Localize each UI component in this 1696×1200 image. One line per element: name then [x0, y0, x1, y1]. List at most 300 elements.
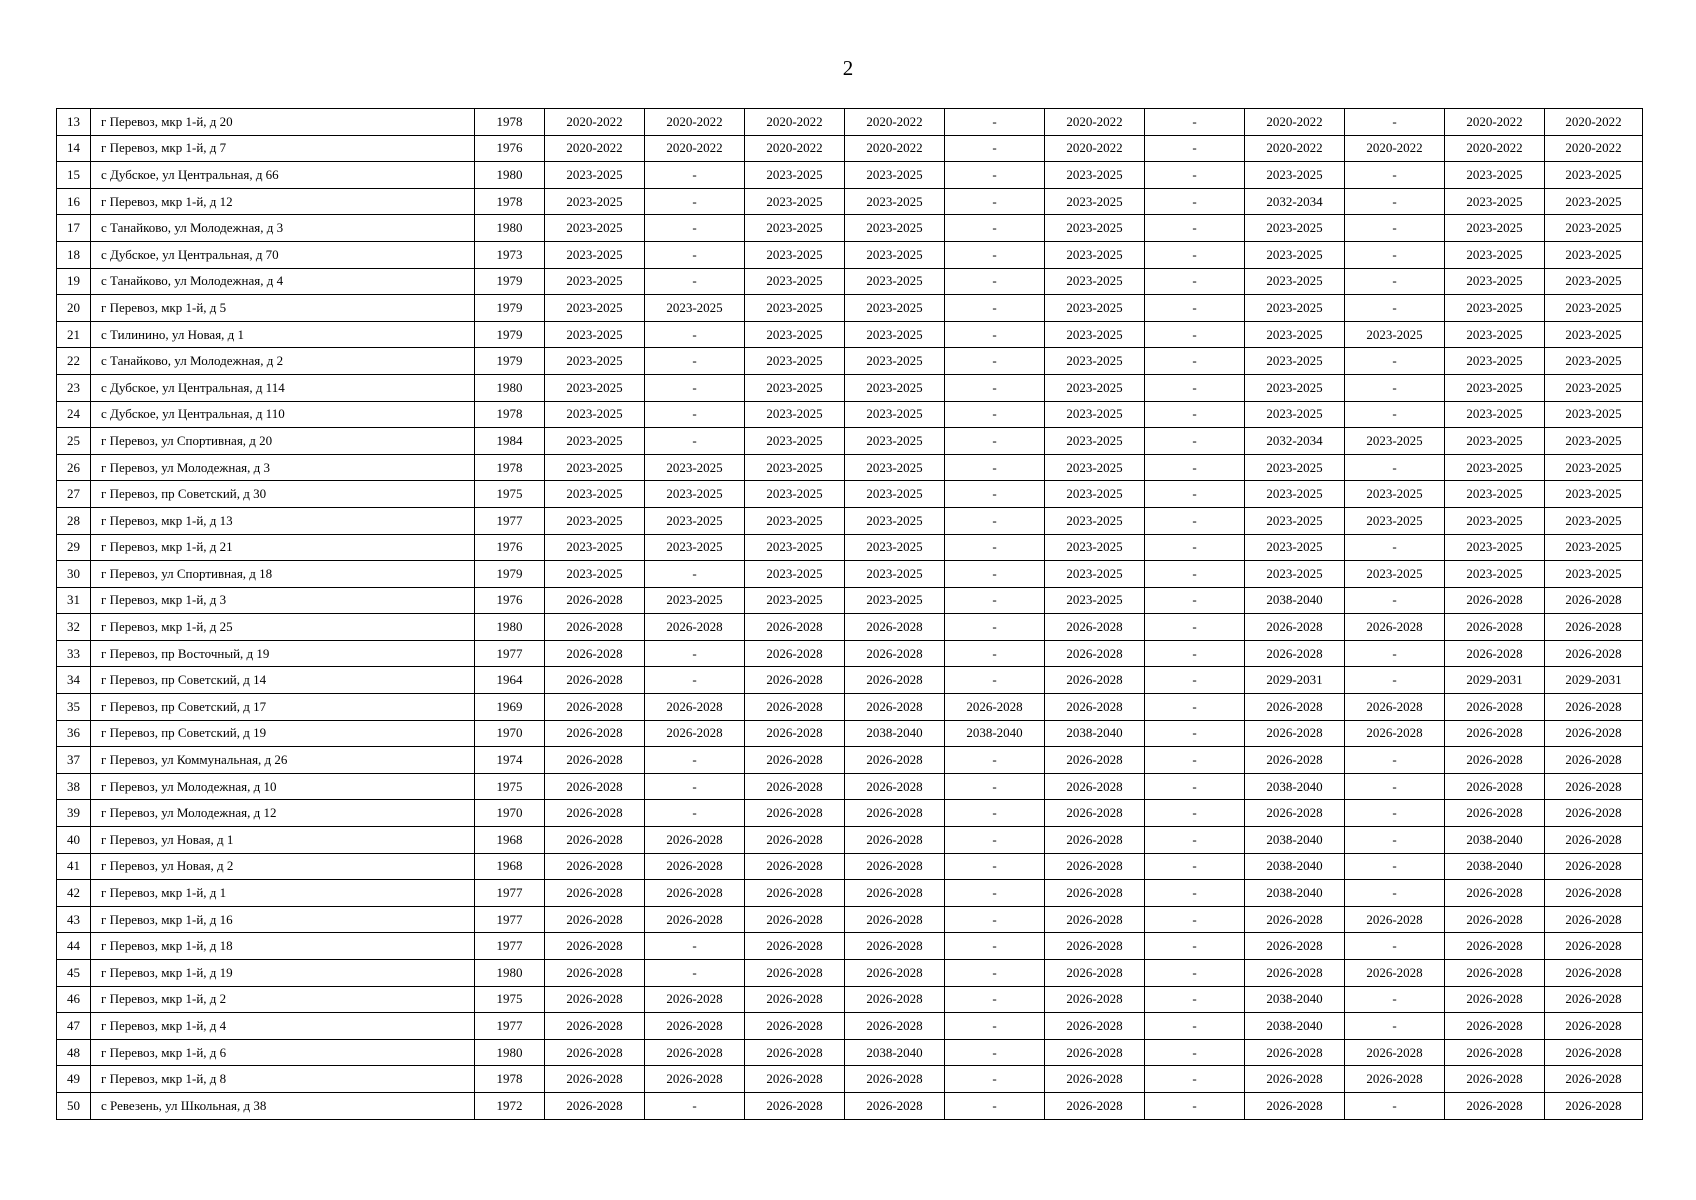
period-cell-1: 2023-2025: [545, 162, 645, 189]
period-cell-11: 2026-2028: [1545, 587, 1643, 614]
period-cell-11: 2026-2028: [1545, 986, 1643, 1013]
period-cell-6: 2023-2025: [1045, 268, 1145, 295]
table-body: [57, 109, 1643, 1120]
period-cell-9: 2020-2022: [1345, 135, 1445, 162]
period-cell-5: -: [945, 747, 1045, 774]
period-cell-4: 2026-2028: [845, 986, 945, 1013]
year-built-cell: 1977: [475, 933, 545, 960]
period-cell-10: 2038-2040: [1445, 827, 1545, 854]
period-cell-2: -: [645, 800, 745, 827]
period-cell-2: -: [645, 1092, 745, 1119]
table-row: [57, 773, 1643, 800]
period-cell-1: 2023-2025: [545, 295, 645, 322]
year-built-cell: 1975: [475, 773, 545, 800]
table-row: [57, 1013, 1643, 1040]
period-cell-7: -: [1145, 933, 1245, 960]
row-number-cell: 44: [57, 933, 91, 960]
row-number-cell: 15: [57, 162, 91, 189]
period-cell-8: 2023-2025: [1245, 374, 1345, 401]
period-cell-11: 2023-2025: [1545, 454, 1643, 481]
table-row: [57, 241, 1643, 268]
period-cell-4: 2026-2028: [845, 1066, 945, 1093]
period-cell-5: -: [945, 109, 1045, 136]
year-built-cell: 1978: [475, 109, 545, 136]
table-row: [57, 321, 1643, 348]
address-cell: г Перевоз, мкр 1-й, д 7: [91, 135, 475, 162]
year-built-cell: 1979: [475, 321, 545, 348]
period-cell-10: 2023-2025: [1445, 481, 1545, 508]
table-row: [57, 348, 1643, 375]
table-row: [57, 587, 1643, 614]
address-cell: г Перевоз, пр Советский, д 14: [91, 667, 475, 694]
period-cell-9: -: [1345, 295, 1445, 322]
period-cell-11: 2023-2025: [1545, 507, 1643, 534]
year-built-cell: 1977: [475, 906, 545, 933]
year-built-cell: 1970: [475, 720, 545, 747]
year-built-cell: 1980: [475, 960, 545, 987]
address-cell: с Дубское, ул Центральная, д 66: [91, 162, 475, 189]
period-cell-11: 2023-2025: [1545, 428, 1643, 455]
period-cell-4: 2023-2025: [845, 295, 945, 322]
period-cell-8: 2026-2028: [1245, 747, 1345, 774]
period-cell-8: 2038-2040: [1245, 1013, 1345, 1040]
period-cell-11: 2026-2028: [1545, 694, 1643, 721]
period-cell-9: -: [1345, 454, 1445, 481]
period-cell-9: 2023-2025: [1345, 507, 1445, 534]
period-cell-5: -: [945, 348, 1045, 375]
period-cell-10: 2026-2028: [1445, 640, 1545, 667]
period-cell-8: 2026-2028: [1245, 960, 1345, 987]
period-cell-11: 2023-2025: [1545, 401, 1643, 428]
address-cell: с Танайково, ул Молодежная, д 2: [91, 348, 475, 375]
period-cell-9: -: [1345, 933, 1445, 960]
period-cell-2: 2026-2028: [645, 694, 745, 721]
period-cell-1: 2026-2028: [545, 640, 645, 667]
address-cell: с Дубское, ул Центральная, д 70: [91, 241, 475, 268]
period-cell-2: 2020-2022: [645, 135, 745, 162]
period-cell-5: -: [945, 188, 1045, 215]
table-row: [57, 374, 1643, 401]
period-cell-8: 2026-2028: [1245, 1092, 1345, 1119]
period-cell-9: -: [1345, 1092, 1445, 1119]
period-cell-1: 2023-2025: [545, 534, 645, 561]
period-cell-10: 2026-2028: [1445, 747, 1545, 774]
address-cell: г Перевоз, мкр 1-й, д 6: [91, 1039, 475, 1066]
period-cell-6: 2026-2028: [1045, 986, 1145, 1013]
row-number-cell: 14: [57, 135, 91, 162]
address-cell: г Перевоз, ул Спортивная, д 18: [91, 561, 475, 588]
period-cell-2: 2020-2022: [645, 109, 745, 136]
period-cell-6: 2026-2028: [1045, 640, 1145, 667]
period-cell-11: 2023-2025: [1545, 534, 1643, 561]
year-built-cell: 1980: [475, 374, 545, 401]
row-number-cell: 16: [57, 188, 91, 215]
period-cell-8: 2026-2028: [1245, 906, 1345, 933]
period-cell-8: 2023-2025: [1245, 215, 1345, 242]
period-cell-8: 2026-2028: [1245, 640, 1345, 667]
address-cell: г Перевоз, пр Восточный, д 19: [91, 640, 475, 667]
period-cell-3: 2023-2025: [745, 348, 845, 375]
period-cell-4: 2023-2025: [845, 188, 945, 215]
period-cell-6: 2023-2025: [1045, 401, 1145, 428]
period-cell-1: 2026-2028: [545, 1066, 645, 1093]
period-cell-1: 2026-2028: [545, 880, 645, 907]
row-number-cell: 18: [57, 241, 91, 268]
period-cell-9: -: [1345, 534, 1445, 561]
period-cell-6: 2026-2028: [1045, 694, 1145, 721]
address-cell: с Дубское, ул Центральная, д 110: [91, 401, 475, 428]
period-cell-11: 2026-2028: [1545, 614, 1643, 641]
period-cell-9: 2023-2025: [1345, 481, 1445, 508]
period-cell-9: 2026-2028: [1345, 614, 1445, 641]
row-number-cell: 13: [57, 109, 91, 136]
period-cell-11: 2023-2025: [1545, 241, 1643, 268]
period-cell-8: 2026-2028: [1245, 800, 1345, 827]
period-cell-11: 2023-2025: [1545, 162, 1643, 189]
period-cell-4: 2026-2028: [845, 960, 945, 987]
period-cell-9: 2023-2025: [1345, 321, 1445, 348]
period-cell-3: 2026-2028: [745, 614, 845, 641]
period-cell-3: 2026-2028: [745, 640, 845, 667]
address-cell: с Танайково, ул Молодежная, д 4: [91, 268, 475, 295]
period-cell-11: 2023-2025: [1545, 321, 1643, 348]
year-built-cell: 1977: [475, 880, 545, 907]
year-built-cell: 1977: [475, 640, 545, 667]
period-cell-3: 2026-2028: [745, 1066, 845, 1093]
period-cell-7: -: [1145, 481, 1245, 508]
address-cell: г Перевоз, ул Новая, д 1: [91, 827, 475, 854]
year-built-cell: 1978: [475, 401, 545, 428]
period-cell-4: 2023-2025: [845, 534, 945, 561]
year-built-cell: 1975: [475, 986, 545, 1013]
period-cell-9: -: [1345, 1013, 1445, 1040]
period-cell-1: 2023-2025: [545, 268, 645, 295]
period-cell-11: 2026-2028: [1545, 640, 1643, 667]
period-cell-10: 2026-2028: [1445, 1066, 1545, 1093]
period-cell-9: 2026-2028: [1345, 1066, 1445, 1093]
period-cell-9: -: [1345, 268, 1445, 295]
period-cell-7: -: [1145, 268, 1245, 295]
period-cell-8: 2023-2025: [1245, 454, 1345, 481]
period-cell-7: -: [1145, 162, 1245, 189]
row-number-cell: 17: [57, 215, 91, 242]
period-cell-6: 2023-2025: [1045, 162, 1145, 189]
year-built-cell: 1980: [475, 614, 545, 641]
period-cell-11: 2020-2022: [1545, 135, 1643, 162]
period-cell-9: 2023-2025: [1345, 561, 1445, 588]
period-cell-3: 2026-2028: [745, 800, 845, 827]
period-cell-1: 2026-2028: [545, 986, 645, 1013]
address-cell: г Перевоз, мкр 1-й, д 13: [91, 507, 475, 534]
period-cell-2: -: [645, 933, 745, 960]
table-row: [57, 640, 1643, 667]
period-cell-1: 2023-2025: [545, 374, 645, 401]
period-cell-8: 2029-2031: [1245, 667, 1345, 694]
period-cell-7: -: [1145, 773, 1245, 800]
period-cell-6: 2026-2028: [1045, 667, 1145, 694]
row-number-cell: 50: [57, 1092, 91, 1119]
period-cell-11: 2023-2025: [1545, 268, 1643, 295]
period-cell-11: 2026-2028: [1545, 933, 1643, 960]
period-cell-10: 2026-2028: [1445, 587, 1545, 614]
period-cell-2: -: [645, 428, 745, 455]
address-cell: г Перевоз, мкр 1-й, д 3: [91, 587, 475, 614]
period-cell-9: 2026-2028: [1345, 1039, 1445, 1066]
row-number-cell: 22: [57, 348, 91, 375]
period-cell-1: 2026-2028: [545, 906, 645, 933]
table-row: [57, 1066, 1643, 1093]
period-cell-2: 2026-2028: [645, 1039, 745, 1066]
period-cell-3: 2020-2022: [745, 109, 845, 136]
period-cell-5: -: [945, 428, 1045, 455]
period-cell-1: 2026-2028: [545, 1092, 645, 1119]
period-cell-2: -: [645, 561, 745, 588]
period-cell-11: 2026-2028: [1545, 773, 1643, 800]
row-number-cell: 48: [57, 1039, 91, 1066]
period-cell-4: 2026-2028: [845, 773, 945, 800]
period-cell-6: 2023-2025: [1045, 454, 1145, 481]
period-cell-4: 2023-2025: [845, 321, 945, 348]
period-cell-9: -: [1345, 640, 1445, 667]
period-cell-10: 2026-2028: [1445, 773, 1545, 800]
period-cell-8: 2026-2028: [1245, 614, 1345, 641]
period-cell-3: 2026-2028: [745, 747, 845, 774]
period-cell-8: 2038-2040: [1245, 827, 1345, 854]
period-cell-9: 2026-2028: [1345, 906, 1445, 933]
period-cell-5: -: [945, 614, 1045, 641]
row-number-cell: 39: [57, 800, 91, 827]
period-cell-6: 2026-2028: [1045, 960, 1145, 987]
period-cell-11: 2023-2025: [1545, 561, 1643, 588]
period-cell-10: 2023-2025: [1445, 507, 1545, 534]
period-cell-10: 2023-2025: [1445, 374, 1545, 401]
period-cell-1: 2023-2025: [545, 401, 645, 428]
period-cell-9: -: [1345, 986, 1445, 1013]
period-cell-11: 2026-2028: [1545, 1066, 1643, 1093]
period-cell-4: 2023-2025: [845, 374, 945, 401]
period-cell-4: 2038-2040: [845, 720, 945, 747]
period-cell-1: 2026-2028: [545, 800, 645, 827]
period-cell-10: 2026-2028: [1445, 694, 1545, 721]
table-row: [57, 960, 1643, 987]
period-cell-6: 2026-2028: [1045, 747, 1145, 774]
period-cell-11: 2026-2028: [1545, 720, 1643, 747]
period-cell-10: 2026-2028: [1445, 720, 1545, 747]
year-built-cell: 1979: [475, 561, 545, 588]
period-cell-9: -: [1345, 188, 1445, 215]
period-cell-4: 2020-2022: [845, 135, 945, 162]
period-cell-5: -: [945, 561, 1045, 588]
period-cell-1: 2026-2028: [545, 720, 645, 747]
period-cell-3: 2026-2028: [745, 1013, 845, 1040]
period-cell-7: -: [1145, 1092, 1245, 1119]
period-cell-2: -: [645, 348, 745, 375]
period-cell-8: 2023-2025: [1245, 348, 1345, 375]
period-cell-9: 2026-2028: [1345, 694, 1445, 721]
table-row: [57, 481, 1643, 508]
table-row: [57, 667, 1643, 694]
address-cell: г Перевоз, пр Советский, д 19: [91, 720, 475, 747]
period-cell-1: 2026-2028: [545, 853, 645, 880]
period-cell-8: 2023-2025: [1245, 321, 1345, 348]
period-cell-1: 2026-2028: [545, 667, 645, 694]
period-cell-2: -: [645, 241, 745, 268]
period-cell-5: -: [945, 162, 1045, 189]
year-built-cell: 1977: [475, 1013, 545, 1040]
table-row: [57, 215, 1643, 242]
period-cell-7: -: [1145, 827, 1245, 854]
period-cell-6: 2026-2028: [1045, 614, 1145, 641]
year-built-cell: 1979: [475, 295, 545, 322]
period-cell-10: 2023-2025: [1445, 215, 1545, 242]
period-cell-10: 2023-2025: [1445, 348, 1545, 375]
year-built-cell: 1980: [475, 215, 545, 242]
row-number-cell: 33: [57, 640, 91, 667]
period-cell-5: -: [945, 587, 1045, 614]
period-cell-10: 2023-2025: [1445, 561, 1545, 588]
period-cell-3: 2023-2025: [745, 188, 845, 215]
table-row: [57, 880, 1643, 907]
period-cell-6: 2023-2025: [1045, 587, 1145, 614]
period-cell-3: 2026-2028: [745, 933, 845, 960]
period-cell-5: -: [945, 853, 1045, 880]
address-cell: г Перевоз, ул Коммунальная, д 26: [91, 747, 475, 774]
period-cell-2: -: [645, 374, 745, 401]
period-cell-11: 2020-2022: [1545, 109, 1643, 136]
address-cell: с Танайково, ул Молодежная, д 3: [91, 215, 475, 242]
period-cell-1: 2026-2028: [545, 1039, 645, 1066]
period-cell-5: -: [945, 1066, 1045, 1093]
period-cell-8: 2023-2025: [1245, 481, 1345, 508]
period-cell-9: -: [1345, 747, 1445, 774]
period-cell-11: 2029-2031: [1545, 667, 1643, 694]
period-cell-3: 2023-2025: [745, 561, 845, 588]
period-cell-3: 2020-2022: [745, 135, 845, 162]
period-cell-2: -: [645, 321, 745, 348]
period-cell-6: 2026-2028: [1045, 773, 1145, 800]
period-cell-11: 2023-2025: [1545, 215, 1643, 242]
period-cell-10: 2026-2028: [1445, 800, 1545, 827]
period-cell-6: 2023-2025: [1045, 481, 1145, 508]
period-cell-5: -: [945, 773, 1045, 800]
period-cell-5: -: [945, 640, 1045, 667]
period-cell-2: 2026-2028: [645, 880, 745, 907]
period-cell-9: -: [1345, 215, 1445, 242]
period-cell-1: 2026-2028: [545, 747, 645, 774]
table-row: [57, 295, 1643, 322]
period-cell-3: 2026-2028: [745, 667, 845, 694]
period-cell-2: 2026-2028: [645, 1066, 745, 1093]
row-number-cell: 25: [57, 428, 91, 455]
period-cell-10: 2029-2031: [1445, 667, 1545, 694]
period-cell-6: 2023-2025: [1045, 348, 1145, 375]
period-cell-2: -: [645, 640, 745, 667]
table-row: [57, 109, 1643, 136]
period-cell-4: 2020-2022: [845, 109, 945, 136]
period-cell-7: -: [1145, 1039, 1245, 1066]
period-cell-5: -: [945, 295, 1045, 322]
address-cell: г Перевоз, мкр 1-й, д 21: [91, 534, 475, 561]
period-cell-3: 2023-2025: [745, 162, 845, 189]
period-cell-4: 2026-2028: [845, 800, 945, 827]
period-cell-7: -: [1145, 507, 1245, 534]
period-cell-8: 2026-2028: [1245, 1039, 1345, 1066]
period-cell-5: -: [945, 241, 1045, 268]
period-cell-3: 2026-2028: [745, 773, 845, 800]
period-cell-4: 2026-2028: [845, 640, 945, 667]
period-cell-3: 2026-2028: [745, 694, 845, 721]
period-cell-10: 2038-2040: [1445, 853, 1545, 880]
period-cell-1: 2026-2028: [545, 614, 645, 641]
period-cell-7: -: [1145, 428, 1245, 455]
period-cell-7: -: [1145, 348, 1245, 375]
period-cell-2: -: [645, 747, 745, 774]
year-built-cell: 1978: [475, 1066, 545, 1093]
period-cell-7: -: [1145, 401, 1245, 428]
row-number-cell: 38: [57, 773, 91, 800]
period-cell-2: 2026-2028: [645, 906, 745, 933]
period-cell-9: -: [1345, 853, 1445, 880]
period-cell-10: 2023-2025: [1445, 454, 1545, 481]
period-cell-8: 2023-2025: [1245, 507, 1345, 534]
period-cell-5: -: [945, 454, 1045, 481]
period-cell-6: 2020-2022: [1045, 109, 1145, 136]
period-cell-1: 2020-2022: [545, 135, 645, 162]
row-number-cell: 29: [57, 534, 91, 561]
row-number-cell: 30: [57, 561, 91, 588]
period-cell-4: 2023-2025: [845, 348, 945, 375]
table-row: [57, 986, 1643, 1013]
period-cell-5: -: [945, 1013, 1045, 1040]
period-cell-9: -: [1345, 109, 1445, 136]
period-cell-9: -: [1345, 348, 1445, 375]
period-cell-7: -: [1145, 374, 1245, 401]
period-cell-3: 2023-2025: [745, 401, 845, 428]
period-cell-8: 2020-2022: [1245, 135, 1345, 162]
table-row: [57, 747, 1643, 774]
period-cell-8: 2032-2034: [1245, 188, 1345, 215]
period-cell-5: -: [945, 374, 1045, 401]
period-cell-8: 2020-2022: [1245, 109, 1345, 136]
period-cell-6: 2023-2025: [1045, 561, 1145, 588]
period-cell-6: 2023-2025: [1045, 374, 1145, 401]
period-cell-7: -: [1145, 561, 1245, 588]
period-cell-7: -: [1145, 986, 1245, 1013]
address-cell: г Перевоз, ул Новая, д 2: [91, 853, 475, 880]
address-cell: г Перевоз, мкр 1-й, д 4: [91, 1013, 475, 1040]
period-cell-1: 2023-2025: [545, 215, 645, 242]
row-number-cell: 45: [57, 960, 91, 987]
period-cell-3: 2023-2025: [745, 268, 845, 295]
period-cell-9: -: [1345, 162, 1445, 189]
period-cell-7: -: [1145, 747, 1245, 774]
period-cell-10: 2023-2025: [1445, 428, 1545, 455]
table-row: [57, 268, 1643, 295]
row-number-cell: 36: [57, 720, 91, 747]
period-cell-9: -: [1345, 401, 1445, 428]
address-cell: г Перевоз, мкр 1-й, д 1: [91, 880, 475, 907]
address-cell: с Дубское, ул Центральная, д 114: [91, 374, 475, 401]
period-cell-11: 2026-2028: [1545, 1092, 1643, 1119]
year-built-cell: 1968: [475, 827, 545, 854]
period-cell-1: 2026-2028: [545, 587, 645, 614]
period-cell-3: 2023-2025: [745, 507, 845, 534]
year-built-cell: 1969: [475, 694, 545, 721]
period-cell-11: 2026-2028: [1545, 747, 1643, 774]
table-row: [57, 1039, 1643, 1066]
period-cell-8: 2026-2028: [1245, 694, 1345, 721]
period-cell-7: -: [1145, 109, 1245, 136]
